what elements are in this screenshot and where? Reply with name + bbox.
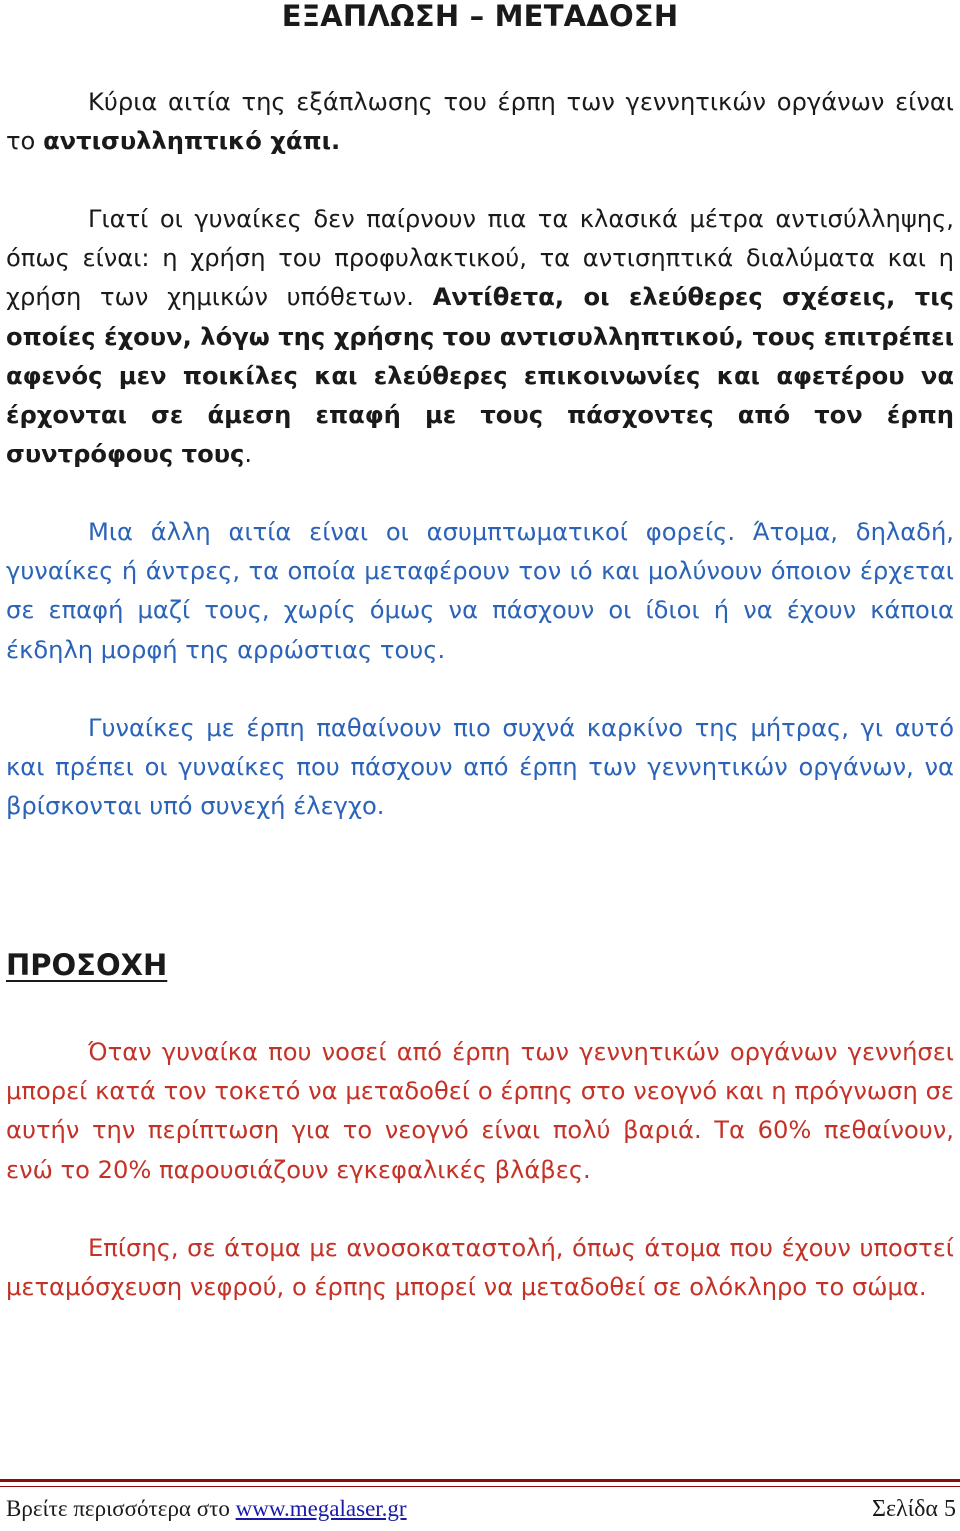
footer-text [6,1492,407,1526]
footer-divider [0,1479,960,1487]
paragraph-main-cause-text: Κύρια αιτία της εξάπλωσης του έρπη των γεννητικών οργάνων είναι το [6,88,954,156]
page-number: Σελίδα 5 [871,1496,956,1522]
paragraph-contraception-bold: Αντίθετα, οι ελεύθερες σχέσεις, τις οποίες έχουν, λόγω της χρήσης του αντισυλληπτικού, τους επιτρέπει αφενός μεν ποικίλες και ελεύθερες επικοινωνίες και αφετέρου να έρχονται σε άμεση επαφή με τους πάσχοντες από τον έρπη συντρόφους τους [6,283,954,469]
paragraph-immunosuppression: Επίσης, σε άτομα με ανοσοκαταστολή, όπως άτομα που έχουν υποστεί μεταμόσχευση νεφρού, ο έρπης μπορεί να μεταδοθεί σε ολόκληρο το σώμα. [6,1234,954,1302]
paragraph-contraception-text: Γιατί οι γυναίκες δεν παίρνουν πια τα κλασικά μέτρα αντισύλληψης, όπως είναι: η χρήση του προφυλακτικού, τα αντισηπτικά διαλύματα και η χρήση των χημικών υπόθετων. [6,205,954,312]
paragraph-contraception-tail: . [244,440,253,469]
footer-website-link[interactable]: www.megalaser.gr [235,1496,407,1521]
footer-prefix: Βρείτε περισσότερα στο [6,1496,236,1521]
paragraph-main-cause [6,83,954,161]
paragraph-newborn-transmission: Όταν γυναίκα που νοσεί από έρπη των γεννητικών οργάνων γεννήσει μπορεί κατά τον τοκετό να μεταδοθεί ο έρπης στο νεογνό και η πρόγνωση σε αυτήν την περίπτωση για το νεογνό είναι πολύ βαριά. Τα 60% πεθαίνουν, ενώ το 20% παρουσιάζουν εγκεφαλικές βλάβες. [6,1038,954,1184]
warning-heading: ΠΡΟΣΟΧΗ [6,948,168,982]
page-title: ΕΞΑΠΛΩΣΗ – ΜΕΤΑΔΟΣΗ [281,0,679,33]
paragraph-contraception [6,200,954,474]
paragraph-asymptomatic-carriers: Μια άλλη αιτία είναι οι ασυμπτωματικοί φορείς. Άτομα, δηλαδή, γυναίκες ή άντρες, τα οποία μεταφέρουν τον ιό και μολύνουν όποιον έρχεται σε επαφή μαζί τους, χωρίς όμως να πάσχουν οι ίδιοι ή να έχουν κάποια έκδηλη μορφή της αρρώστιας τους. [6,518,954,664]
page-footer [6,1492,956,1526]
paragraph-main-cause-bold: αντισυλληπτικό χάπι. [43,127,341,156]
paragraph-cervical-cancer: Γυναίκες με έρπη παθαίνουν πιο συχνά καρκίνο της μήτρας, γι αυτό και πρέπει οι γυναίκες που πάσχουν από έρπη των γεννητικών οργάνων, να βρίσκονται υπό συνεχή έλεγχο. [6,714,954,821]
